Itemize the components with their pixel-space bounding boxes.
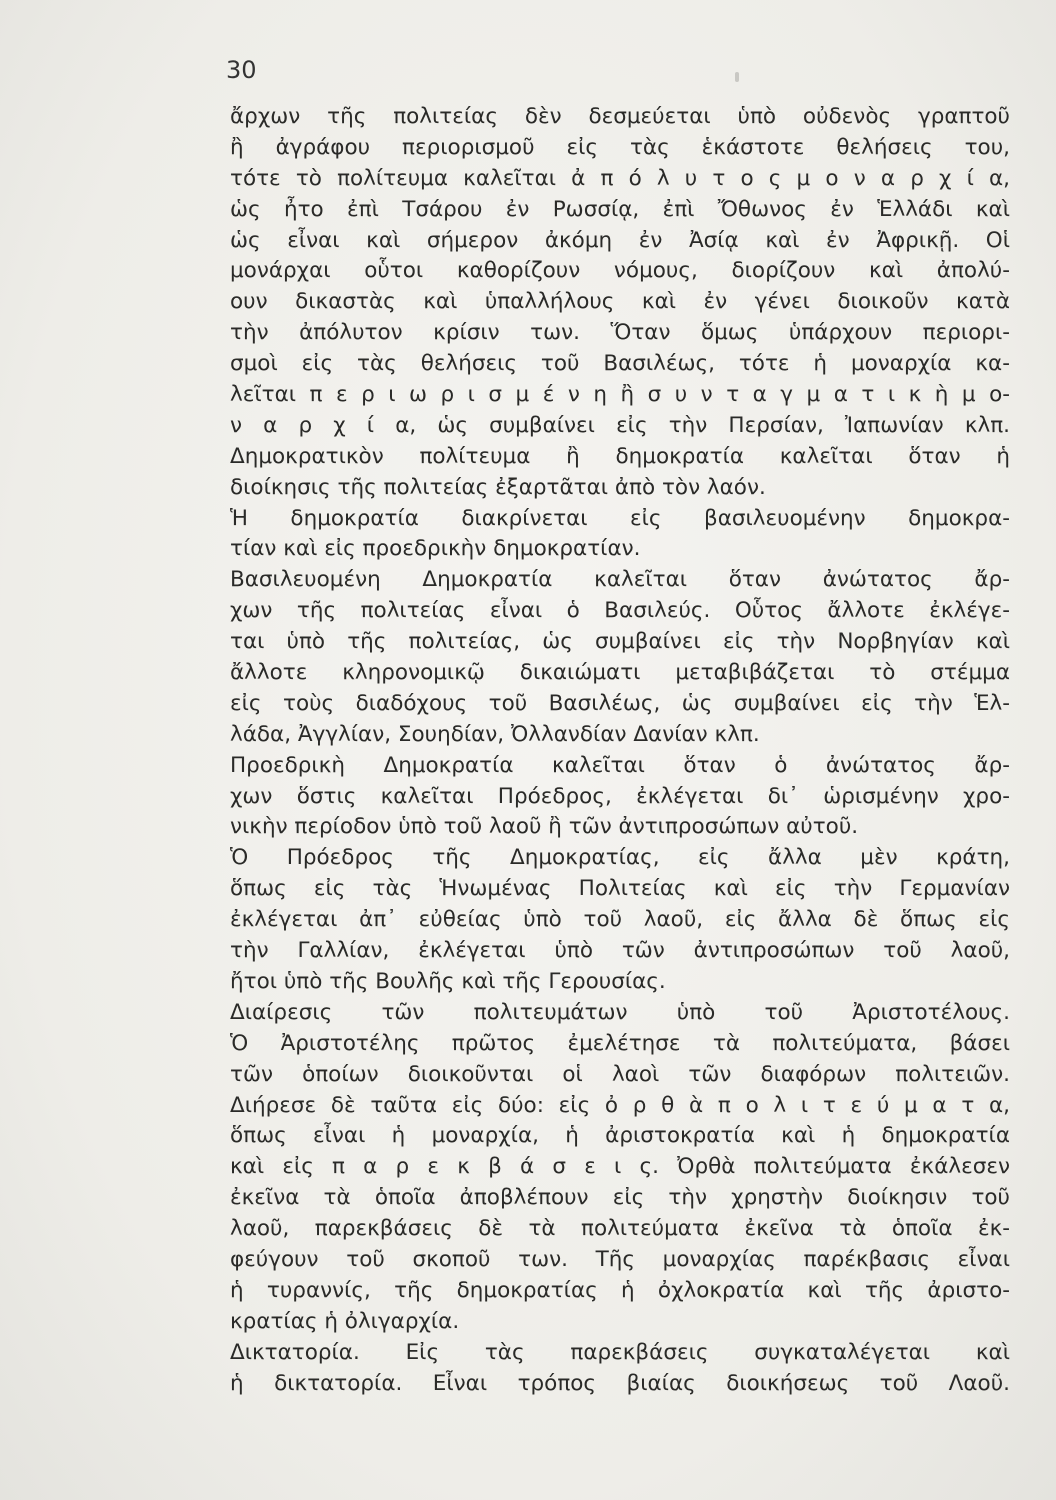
text-line: νικὴν περίοδον ὑπὸ τοῦ λαοῦ ἢ τῶν ἀντιπροσώπων αὐτοῦ.: [230, 814, 859, 840]
text-line: ἤτοι ὑπὸ τῆς Βουλῆς καὶ τῆς Γερουσίας.: [230, 968, 666, 994]
text-line: ἐκεῖνα τὰ ὁποῖα ἀποβλέπουν εἰς τὴν χρηστὴν διοίκησιν τοῦ: [230, 1185, 1010, 1211]
text-line: ἄλλοτε κληρονομικῷ δικαιώματι μεταβιβάζεται τὸ στέμμα: [230, 660, 1010, 686]
body-text: [230, 102, 1010, 1399]
text-line: εἰς τοὺς διαδόχους τοῦ Βασιλέως, ὡς συμβαίνει εἰς τὴν Ἑλ-: [230, 690, 1010, 716]
text-line: διοίκησις τῆς πολιτείας ἐξαρτᾶται ἀπὸ τὸν λαόν.: [230, 474, 766, 500]
text-line: ν α ρ χ ί α, ὡς συμβαίνει εἰς τὴν Περσίαν, Ἰαπωνίαν κλπ.: [230, 412, 1010, 438]
text-line: ὡς εἶναι καὶ σήμερον ἀκόμη ἐν Ἀσίᾳ καὶ ἐν Ἀφρικῇ. Οἱ: [230, 227, 1010, 253]
text-line: ουν δικαστὰς καὶ ὑπαλλήλους καὶ ἐν γένει διοικοῦν κατὰ: [230, 289, 1010, 315]
text-line: ἡ τυραννίς, τῆς δημοκρατίας ἡ ὀχλοκρατία καὶ τῆς ἀριστο-: [230, 1277, 1010, 1303]
section-heading-line: Προεδρικὴ Δημοκρατία καλεῖται ὅταν ὁ ἀνώτατος ἄρ-: [230, 752, 1010, 778]
section-heading-line: Δημοκρατικὸν πολίτευμα ἢ δημοκρατία καλεῖται ὅταν ἡ: [230, 443, 1010, 469]
text-line: ὅπως εἰς τὰς Ἡνωμένας Πολιτείας καὶ εἰς τὴν Γερμανίαν: [230, 876, 1010, 902]
text-line: ὡς ἦτο ἐπὶ Τσάρου ἐν Ρωσσίᾳ, ἐπὶ Ὄθωνος ἐν Ἑλλάδι καὶ: [230, 196, 1010, 222]
text-line: χων τῆς πολιτείας εἶναι ὁ Βασιλεύς. Οὗτος ἄλλοτε ἐκλέγε-: [230, 598, 1010, 624]
text-line: τότε τὸ πολίτευμα καλεῖται ἀ π ό λ υ τ ο ς μ ο ν α ρ χ ί α,: [230, 165, 1010, 191]
text-line: σμοὶ εἰς τὰς θελήσεις τοῦ Βασιλέως, τότε ἡ μοναρχία κα-: [230, 351, 1010, 377]
text-line: χων ὅστις καλεῖται Πρόεδρος, ἐκλέγεται δι᾽ ὡρισμένην χρο-: [230, 783, 1010, 809]
text-line: Ὁ Πρόεδρος τῆς Δημοκρατίας, εἰς ἄλλα μὲν κράτη,: [230, 845, 1010, 871]
text-line: φεύγουν τοῦ σκοποῦ των. Τῆς μοναρχίας παρέκβασις εἶναι: [230, 1246, 1010, 1272]
text-line: τίαν καὶ εἰς προεδρικὴν δημοκρατίαν.: [230, 536, 641, 562]
text-line: ἡ δικτατορία. Εἶναι τρόπος βιαίας διοικήσεως τοῦ Λαοῦ.: [230, 1370, 1010, 1396]
text-line: τῶν ὁποίων διοικοῦνται οἱ λαοὶ τῶν διαφόρων πολιτειῶν.: [230, 1061, 1010, 1087]
text-line: ἢ ἀγράφου περιορισμοῦ εἰς τὰς ἑκάστοτε θελήσεις του,: [230, 134, 1010, 160]
text-line: ὅπως εἶναι ἡ μοναρχία, ἡ ἀριστοκρατία καὶ ἡ δημοκρατία: [230, 1123, 1010, 1149]
section-heading-line: Διαίρεσις τῶν πολιτευμάτων ὑπὸ τοῦ Ἀριστοτέλους.: [230, 999, 1010, 1025]
text-line: Ἡ δημοκρατία διακρίνεται εἰς βασιλευομένην δημοκρα-: [230, 505, 1010, 531]
text-line: Διήρεσε δὲ ταῦτα εἰς δύο: εἰς ὀ ρ θ ὰ π ο λ ι τ ε ύ μ α τ α,: [230, 1092, 1010, 1118]
text-line: μονάρχαι οὗτοι καθορίζουν νόμους, διορίζουν καὶ ἀπολύ-: [230, 258, 1010, 284]
text-line: τὴν Γαλλίαν, ἐκλέγεται ὑπὸ τῶν ἀντιπροσώπων τοῦ λαοῦ,: [230, 938, 1010, 964]
text-line: τὴν ἀπόλυτον κρίσιν των. Ὅταν ὅμως ὑπάρχουν περιορι-: [230, 320, 1010, 346]
text-line: ἄρχων τῆς πολιτείας δὲν δεσμεύεται ὑπὸ οὐδενὸς γραπτοῦ: [230, 104, 1010, 129]
page-number: 30: [226, 56, 257, 84]
ink-smudge: [735, 72, 739, 82]
text-line: ἐκλέγεται ἀπ᾽ εὐθείας ὑπὸ τοῦ λαοῦ, εἰς ἄλλα δὲ ὅπως εἰς: [230, 907, 1010, 933]
text-line: ται ὑπὸ τῆς πολιτείας, ὡς συμβαίνει εἰς τὴν Νορβηγίαν καὶ: [230, 629, 1010, 655]
section-heading-line: Δικτατορία. Εἰς τὰς παρεκβάσεις συγκαταλέγεται καὶ: [230, 1339, 1010, 1365]
text-line: λεῖται π ε ρ ι ω ρ ι σ μ έ ν η ἢ σ υ ν τ α γ μ α τ ι κ ὴ μ ο-: [230, 382, 1010, 408]
text-line: λαοῦ, παρεκβάσεις δὲ τὰ πολιτεύματα ἐκεῖνα τὰ ὁποῖα ἐκ-: [230, 1216, 1010, 1242]
text-line: λάδα, Ἀγγλίαν, Σουηδίαν, Ὀλλανδίαν Δανίαν κλπ.: [230, 721, 760, 747]
text-line: κρατίας ἡ ὀλιγαρχία.: [230, 1308, 460, 1334]
text-line: καὶ εἰς π α ρ ε κ β ά σ ε ι ς. Ὀρθὰ πολιτεύματα ἐκάλεσεν: [230, 1154, 1010, 1180]
section-heading-line: Βασιλευομένη Δημοκρατία καλεῖται ὅταν ἀνώτατος ἄρ-: [230, 567, 1010, 593]
text-line: Ὁ Ἀριστοτέλης πρῶτος ἐμελέτησε τὰ πολιτεύματα, βάσει: [230, 1030, 1010, 1056]
